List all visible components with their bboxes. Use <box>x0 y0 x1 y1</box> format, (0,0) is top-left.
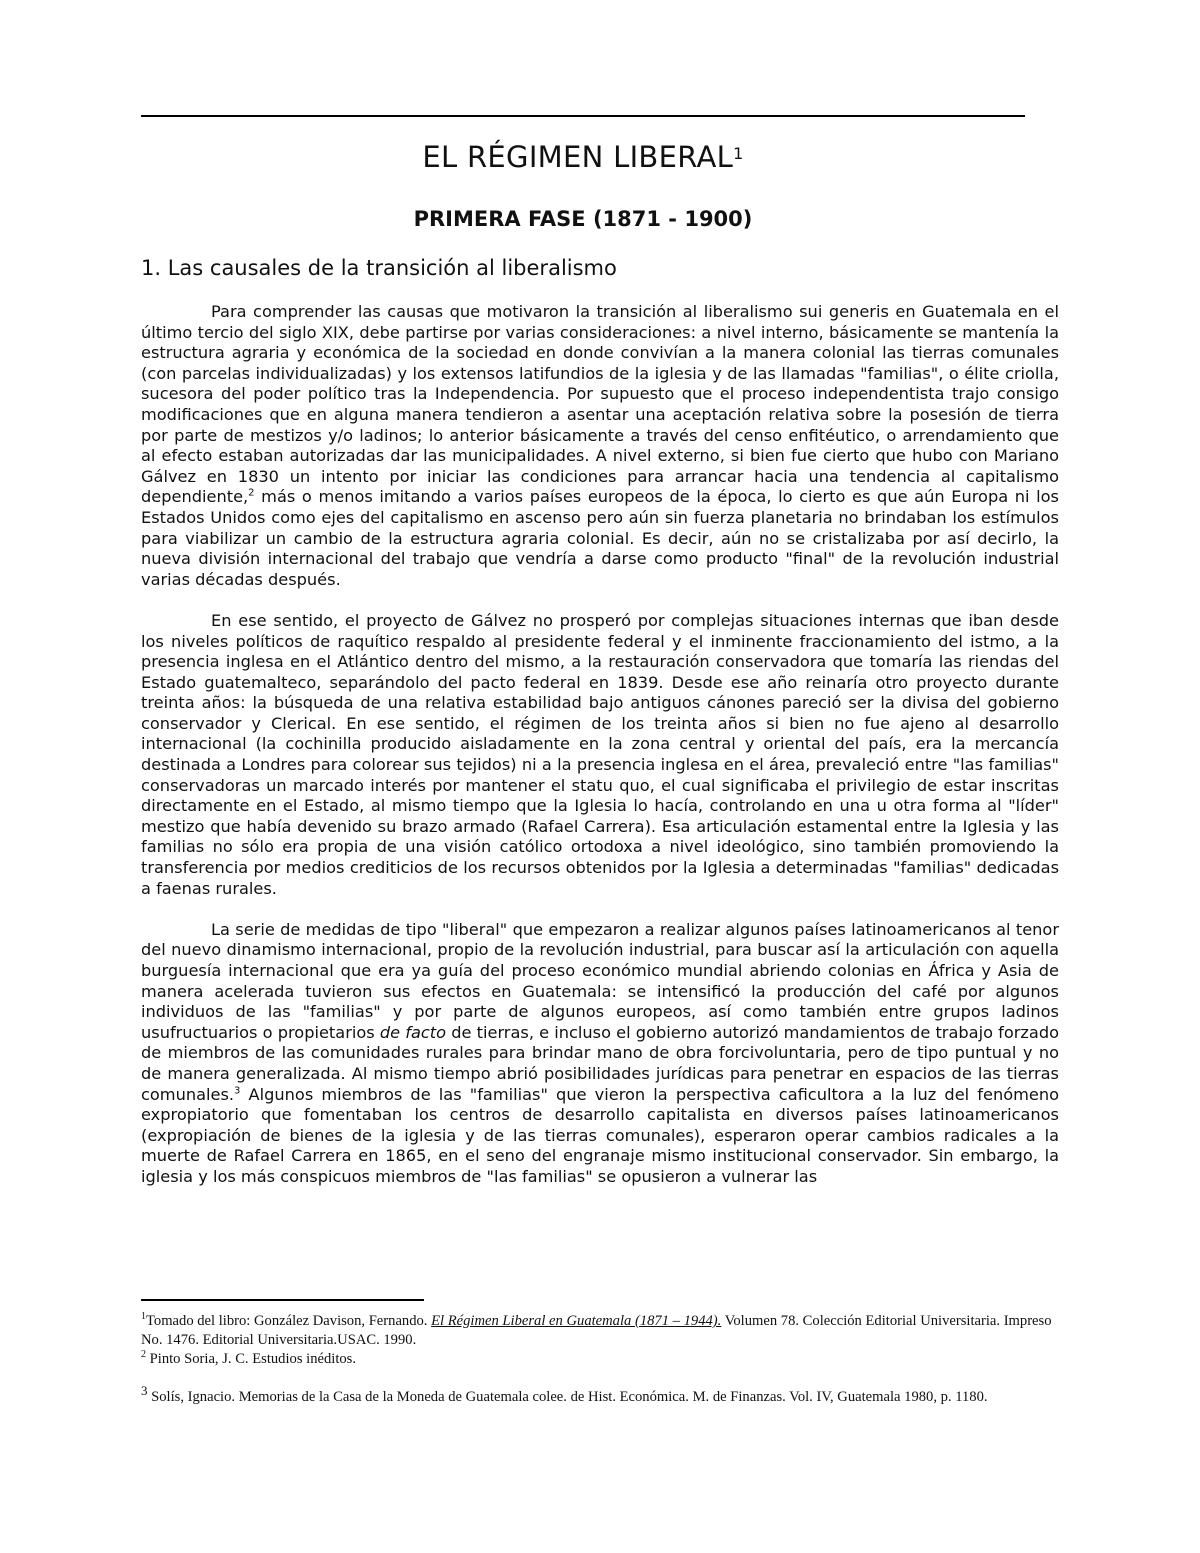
footnote-2-text: Pinto Soria, J. C. Estudios inéditos. <box>146 1351 357 1367</box>
footnote-3 <box>141 1383 1061 1407</box>
footnote-2 <box>141 1350 1061 1369</box>
paragraph-1-part-a: Para comprender las causas que motivaron la transición al liberalismo sui generis en Guatemala en el último tercio del siglo XIX, debe partirse por varias consideraciones: a nivel interno, básicamente se mantenía la estructura agraria y económica de la sociedad en donde convivían a la manera colonial las tierras comunales (con parcelas individualizadas) y los extensos latifundios de la iglesia y de las llamadas "familias", o élite criolla, sucesora del poder político tras la Independencia. Por supuesto que el proceso independentista trajo consigo modificaciones que en alguna manera tendieron a asentar una aceptación relativa sobre la posesión de tierra por parte de mestizos y/o ladinos; lo anterior básicamente a través del censo enfitéutico, o arrendamiento que al efecto estaban autorizadas dar las municipalidades. A nivel externo, si bien fue cierto que hubo con Mariano Gálvez en 1830 un intento por iniciar las condiciones para arrancar hacia una tendencia al capitalismo dependiente, <box>141 302 1059 507</box>
document-title <box>141 140 1025 174</box>
paragraph-3-part-a: La serie de medidas de tipo "liberal" que empezaron a realizar algunos países latinoamericanos al tenor del nuevo dinamismo internacional, propio de la revolución industrial, para buscar así la articulación con aquella burguesía internacional que era ya guía del proceso económico mundial abriendo colonias en África y Asia de manera acelerada tuvieron sus efectos en Guatemala: se intensificó la producción del café por algunos individuos de las "familias" y por parte de algunos europeos, así como también entre grupos ladinos usufructuarios o propietarios <box>141 919 1059 1042</box>
document-subtitle: PRIMERA FASE (1871 - 1900) <box>413 207 753 231</box>
paragraph-1 <box>141 302 1059 590</box>
paragraph-2: En ese sentido, el proyecto de Gálvez no prosperó por complejas situaciones internas que iban desde los niveles políticos de raquítico respaldo al presidente federal y el inminente fraccionamiento del istmo, a la presencia inglesa en el Atlántico dentro del mismo, a la restauración conservadora que tomaría las riendas del Estado guatemalteco, separándolo del pacto federal en 1839. Desde ese año reinaría otro proyecto durante treinta años: la búsqueda de una relativa estabilidad bajo antiguos cánones pareció ser la divisa del gobierno conservador y Clerical. En ese sentido, el régimen de los treinta años si bien no fue ajeno al desarrollo internacional (la cochinilla producido aisladamente en la zona central y oriental del país, era la mercancía destinada a Londres para colorear sus tejidos) ni a la presencia inglesa en el área, prevaleció entre "las familias" conservadoras un marcado interés por mantener el statu quo, el cual significaba el privilegio de estar inscritas directamente en el Estado, al mismo tiempo que la Iglesia lo hacía, controlando en una u otra forma al "líder" mestizo que había devenido su brazo armado (Rafael Carrera). Esa articulación estamental entre la Iglesia y las familias no sólo era propia de una visión católico ortodoxa a nivel ideológico, sino también promoviendo la transferencia por medios crediticios de los recursos obtenidos por la Iglesia a determinadas "familias" dedicadas a faenas rurales. <box>141 610 1059 898</box>
footnote-1-mark: 1 <box>141 1311 146 1323</box>
footnote-3-text: Solís, Ignacio. Memorias de la Casa de la Moneda de Guatemala colee. de Hist. Económica. M. de Finanzas. Vol. IV, Guatemala 1980, p. 1180. <box>147 1389 988 1405</box>
footnote-1-text-b: Volumen 78. Colección Editorial Universitaria. Impreso No. 1476. Editorial Universitaria.USAC. 1990. <box>141 1313 1052 1348</box>
paragraph-3-part-c: Algunos miembros de las "familias" que vieron la perspectiva caficultora a la luz del fenómeno expropiatorio que fomentaban los centros de desarrollo capitalista en diversos países latinoamericanos (expropiación de bienes de la iglesia y de las tierras comunales), esperaron operar cambios radicales a la muerte de Rafael Carrera en 1865, en el seno del engranaje mismo institucional conservador. Sin embargo, la iglesia y los más conspicuos miembros de "las familias" se opusieron a vulnerar las <box>141 1084 1059 1186</box>
title-text: EL RÉGIMEN LIBERAL <box>422 140 734 174</box>
paragraph-1-part-b: más o menos imitando a varios países europeos de la época, lo cierto es que aún Europa ni los Estados Unidos como ejes del capitalismo en ascenso pero aún sin fuerza planetaria no brindaban los estímulos para viabilizar un cambio de la estructura agraria colonial. Es decir, aún no se cristalizaba por así decirlo, la nueva división internacional del trabajo que vendría a darse como producto "final" de la revolución industrial varias décadas después. <box>141 487 1059 589</box>
footnote-1 <box>141 1312 1061 1350</box>
footnotes <box>141 1312 1061 1407</box>
footnote-ref-3: 3 <box>234 1085 241 1097</box>
footnote-3-mark: 3 <box>141 1383 148 1399</box>
footnote-1-text-a: Tomado del libro: González Davison, Fernando. <box>146 1313 432 1329</box>
footnote-2-mark: 2 <box>141 1349 146 1361</box>
paragraph-3 <box>141 920 1059 1188</box>
body-text <box>141 302 1059 1188</box>
paragraph-3-italic: de facto <box>379 1022 447 1042</box>
footnote-separator <box>141 1299 424 1301</box>
footnote-ref-2: 2 <box>248 487 255 499</box>
footnote-1-book-title: El Régimen Liberal en Guatemala (1871 – 1944). <box>431 1313 722 1329</box>
header-rule <box>141 115 1025 117</box>
section-heading: 1. Las causales de la transición al liberalismo <box>141 256 617 280</box>
paragraph-3-part-b: de tierras, e incluso el gobierno autorizó mandamientos de trabajo forzado de miembros de las comunidades rurales para brindar mano de obra forcivoluntaria, pero de tipo puntual y no de manera generalizada. Al mismo tiempo abrió posibilidades jurídicas para penetrar en espacios de las tierras comunales. <box>141 1022 1060 1104</box>
title-footnote-ref: 1 <box>733 144 744 163</box>
